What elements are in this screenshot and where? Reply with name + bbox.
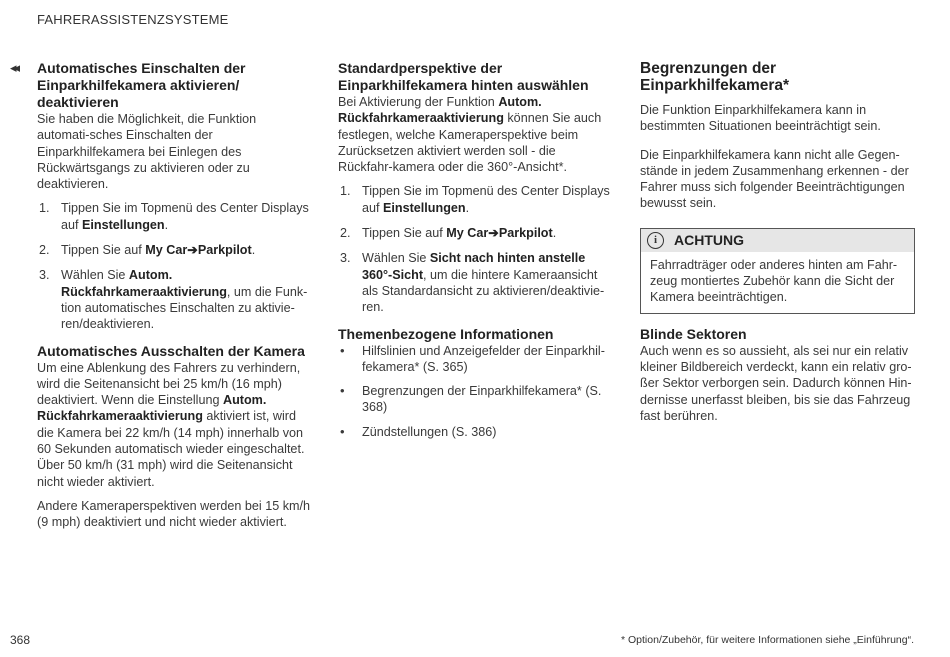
paragraph-text: können Sie auch festlegen, welche Kameraperspektive beim Zurücksetzen aktiviert werden soll - die Rückfahr-kamera oder die 360°-Ansicht*. <box>338 111 602 175</box>
step-text: . <box>251 243 256 258</box>
step-text: Tippen Sie auf <box>61 243 146 258</box>
footnote: * Option/Zubehör, für weitere Informationen siehe „Einführung“. <box>621 634 914 646</box>
step-emphasis: Einstellungen <box>82 217 165 232</box>
paragraph <box>37 360 312 490</box>
related-links-list <box>338 343 613 440</box>
step-number: 1. <box>39 201 50 216</box>
paragraph: Die Einparkhilfekamera kann nicht alle Gegen-stände in jedem Zusammenhang erkennen - der Fahrer muss sich folgender Beeinträchtigungen bewusst sein. <box>640 147 909 211</box>
steps-list <box>338 183 613 315</box>
info-icon: i <box>647 232 664 249</box>
step-number: 1. <box>340 184 351 199</box>
step-emphasis: My Car <box>446 226 489 241</box>
related-info-title: Themenbezogene Informationen <box>338 325 554 342</box>
related-link[interactable]: • Zündstellungen (S. 386) <box>338 424 613 440</box>
step-text: . <box>552 226 557 241</box>
warning-header <box>641 229 914 252</box>
step-text: Tippen Sie im Topmenü des Center Displays auf <box>362 184 610 215</box>
section-intro <box>338 94 613 175</box>
step-emphasis: My Car <box>145 243 188 258</box>
list-item <box>338 250 613 315</box>
step-number: 3. <box>39 268 50 283</box>
section-title-default-perspective: Standardperspektive der Einparkhilfekamera hinten auswählen <box>338 60 589 93</box>
section-title-activate-camera: Automatisches Einschalten der Einparkhilfekamera aktivieren/ deaktivieren <box>37 60 246 110</box>
section-title-blind-sectors: Blinde Sektoren <box>640 325 747 342</box>
related-link[interactable]: • Hilfslinien und Anzeigefelder der Einparkhil-fekamera* (S. 365) <box>338 343 613 376</box>
list-item <box>338 183 613 216</box>
paragraph: Auch wenn es so aussieht, als sei nur ein relativ kleiner Bildbereich verdeckt, kann ein relativ gro-ßer Sektor verborgen sein. Dadurch können Hin-dernisse unerfasst bleiben, bis sie das Fahrzeug fast berühren. <box>640 343 912 423</box>
step-emphasis: Parkpilot <box>498 226 553 241</box>
step-emphasis: Parkpilot <box>197 243 252 258</box>
paragraph-emphasis: Autom. Rückfahrkameraaktivierung <box>37 393 267 424</box>
step-emphasis: Autom. Rückfahrkameraaktivierung <box>61 268 227 299</box>
section-title-limitations: Begrenzungen der Einparkhilfekamera* <box>640 60 790 94</box>
column-1 <box>37 60 312 531</box>
step-text: , um die hintere Kameraansicht als Standardansicht zu aktivieren/deaktivie-ren. <box>362 267 605 315</box>
step-text: Wählen Sie <box>362 251 430 266</box>
back-icon[interactable]: ◂◂ <box>10 60 18 75</box>
steps-list <box>37 200 312 332</box>
arrow-icon: ➔ <box>488 226 499 241</box>
list-item <box>37 242 312 258</box>
list-item <box>37 200 312 233</box>
related-link[interactable]: • Begrenzungen der Einparkhilfekamera* (S. 368) <box>338 383 613 416</box>
step-text: . <box>164 217 169 232</box>
step-number: 3. <box>340 251 351 266</box>
paragraph-text: Bei Aktivierung der Funktion <box>338 95 499 109</box>
warning-text: Fahrradträger oder anderes hinten am Fahr-zeug montiertes Zubehör kann die Sicht der Kamera beeinträchtigen. <box>650 257 898 305</box>
step-number: 2. <box>340 226 351 241</box>
step-text: . <box>465 200 470 215</box>
paragraph: Andere Kameraperspektiven werden bei 15 km/h (9 mph) deaktiviert und nicht wieder aktiviert. <box>37 498 311 530</box>
warning-box <box>640 228 915 314</box>
warning-title: ACHTUNG <box>674 231 744 248</box>
column-2 <box>338 60 613 440</box>
list-item <box>338 225 613 241</box>
paragraph-text: Um eine Ablenkung des Fahrers zu verhindern, wird die Seitenansicht bei 25 km/h (16 mph) deaktiviert. Wenn die Einstellung <box>37 360 301 408</box>
section-intro: Die Funktion Einparkhilfekamera kann in bestimmten Situationen beeinträchtigt sein. <box>640 103 881 134</box>
step-text: Tippen Sie im Topmenü des Center Displays auf <box>61 201 309 232</box>
page-header: FAHRERASSISTENZSYSTEME <box>37 12 229 27</box>
step-emphasis: Einstellungen <box>383 200 466 215</box>
arrow-icon: ➔ <box>187 243 198 258</box>
section-intro: Sie haben die Möglichkeit, die Funktion automati-sches Einschalten der Einparkhilfekamera bei Einlegen des Rückwärtsgangs zu aktivieren oder zu deaktivieren. <box>37 112 257 192</box>
step-text: Tippen Sie auf <box>362 226 447 241</box>
section-title-deactivate-camera: Automatisches Ausschalten der Kamera <box>37 342 305 359</box>
step-text: , um die Funk-tion automatisches Einschalten zu aktivie-ren/deaktivieren. <box>61 284 308 332</box>
column-3 <box>640 60 915 424</box>
page-number: 368 <box>10 633 31 647</box>
step-number: 2. <box>39 243 50 258</box>
paragraph-text: aktiviert ist, wird die Kamera bei 22 km/h (14 mph) innerhalb von 60 Sekunden automatisch wieder eingeschaltet. Über 50 km/h (31 mph) wird die Seitenansicht nicht wieder aktiviert. <box>37 409 305 489</box>
step-emphasis: Sicht nach hinten anstelle 360°-Sicht <box>362 251 586 282</box>
list-item <box>37 267 312 332</box>
paragraph-emphasis: Autom. Rückfahrkameraaktivierung <box>338 95 542 126</box>
step-text: Wählen Sie <box>61 268 129 283</box>
